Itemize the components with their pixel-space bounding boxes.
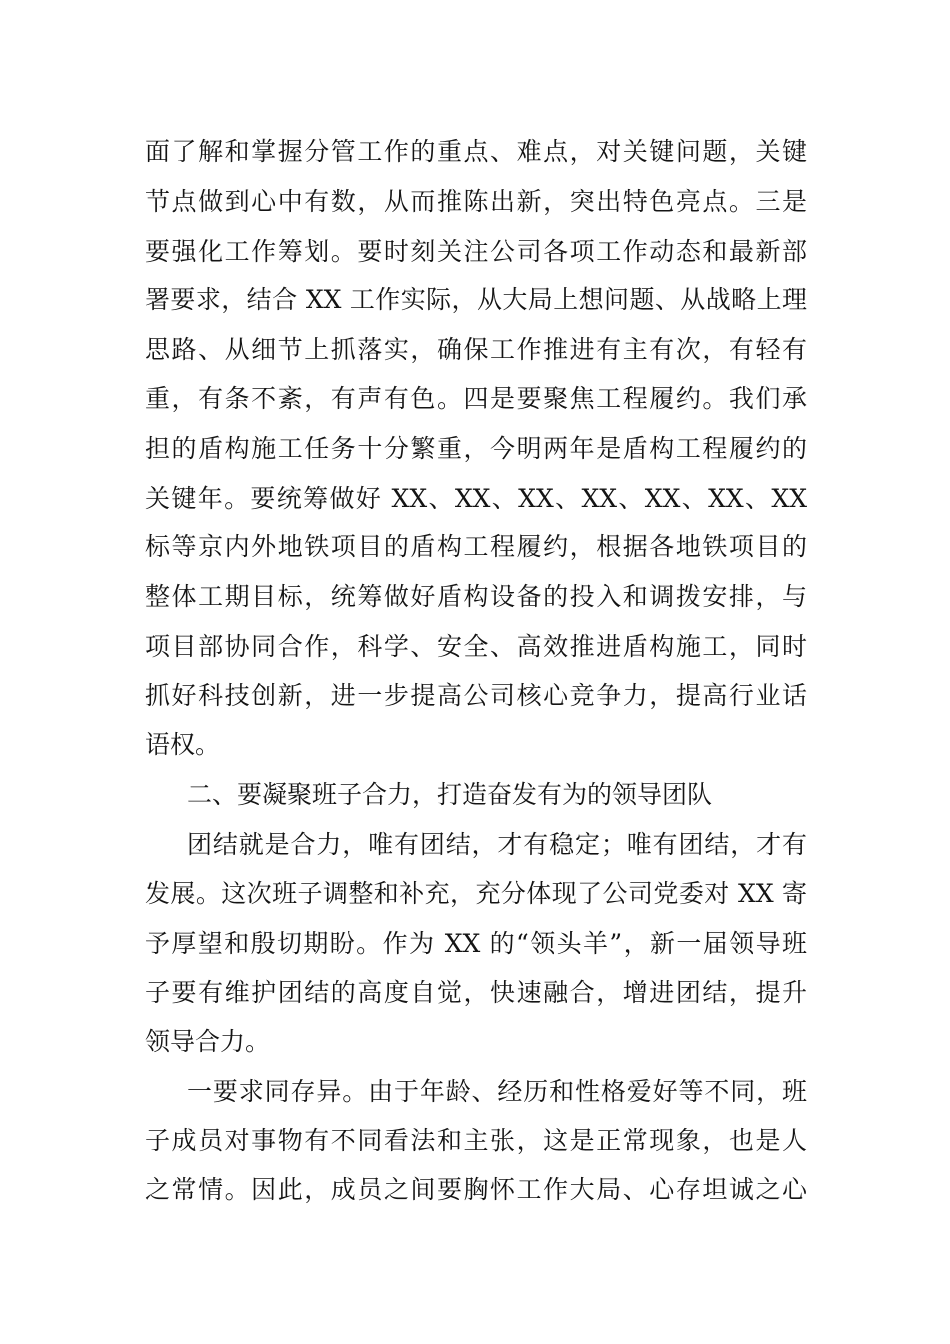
text-line: 一要求同存异。由于年龄、经历和性格爱好等不同，班: [187, 1077, 807, 1106]
text-line: 抓好科技创新，进一步提高公司核心竞争力，提高行业话: [145, 681, 807, 710]
section-heading: 二、要凝聚班子合力，打造奋发有为的领导团队: [187, 780, 713, 809]
text-line: 要强化工作筹划。要时刻关注公司各项工作动态和最新部: [145, 237, 807, 266]
text-line: 语权。: [145, 730, 221, 759]
text-line: 重，有条不紊，有声有色。四是要聚焦工程履约。我们承: [145, 384, 807, 413]
text-line: 领导合力。: [145, 1027, 271, 1056]
text-line: 面了解和掌握分管工作的重点、难点，对关键问题，关键: [145, 137, 807, 166]
text-line: 标等京内外地铁项目的盾构工程履约，根据各地铁项目的: [145, 532, 807, 561]
text-line: 思路、从细节上抓落实，确保工作推进有主有次，有轻有: [145, 335, 807, 364]
text-line: 之常情。因此，成员之间要胸怀工作大局、心存坦诚之心: [145, 1175, 807, 1204]
text-line: 子成员对事物有不同看法和主张，这是正常现象，也是人: [145, 1126, 807, 1155]
text-line: 项目部协同合作，科学、安全、高效推进盾构施工，同时: [145, 632, 807, 661]
text-line: 整体工期目标，统筹做好盾构设备的投入和调拨安排，与: [145, 582, 807, 611]
text-line: 子要有维护团结的高度自觉，快速融合，增进团结，提升: [145, 978, 807, 1007]
text-line: 担的盾构施工任务十分繁重，今明两年是盾构工程履约的: [145, 434, 807, 463]
text-line: 予厚望和殷切期盼。作为 XX 的“领头羊”，新一届领导班: [145, 929, 807, 958]
text-line: 关键年。要统筹做好 XX、XX、XX、XX、XX、XX、XX: [145, 484, 807, 513]
text-line: 发展。这次班子调整和补充，充分体现了公司党委对 XX 寄: [145, 879, 807, 908]
text-line: 节点做到心中有数，从而推陈出新，突出特色亮点。三是: [145, 187, 807, 216]
text-line: 团结就是合力，唯有团结，才有稳定；唯有团结，才有: [187, 830, 807, 859]
text-line: 署要求，结合 XX 工作实际，从大局上想问题、从战略上理: [145, 285, 807, 314]
